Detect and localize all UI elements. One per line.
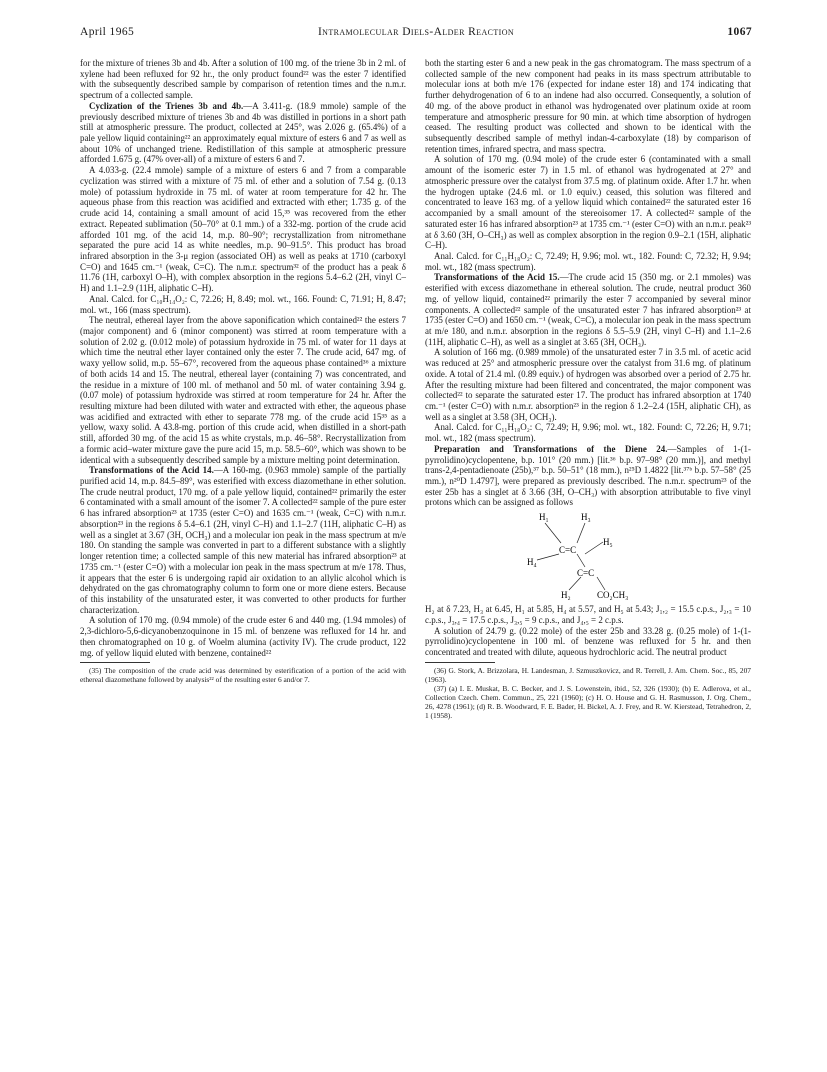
bond-line — [597, 577, 605, 590]
structure-svg — [525, 510, 655, 602]
bond-line — [537, 554, 559, 560]
bond-line — [545, 523, 561, 543]
section-heading: Transformations of the Acid 14. — [89, 465, 214, 476]
bond-line — [569, 577, 581, 590]
label-h3: H₃ — [581, 512, 591, 523]
paragraph — [425, 272, 751, 347]
header-date: April 1965 — [80, 26, 135, 38]
paragraph: H₂ at δ 7.23, H₃ at 6.45, H₁ at 5.85, H₄ at 5.57, and H₅ at 5.43; J₁,₂ = 15.5 c.p.s., J₂,₃ = 10 c.p.s., J₃,₄ = 17.5 c.p.s., J₃,₅ = 9 c.p.s., and J₄,₅ = 2 c.p.s. — [425, 604, 751, 625]
paragraph: A solution of 170 mg. (0.94 mole) of the crude ester 6 (contaminated with a small amount of the isomeric ester 7) in 1.5 ml. of ethanol was hydrogenated at 27° and atmospheric pressure over the catalyst from 37.5 mg. of platinum oxide. After 1.7 hr. when the hydrogen uptake (24.6 ml. or 1.0 equiv.) ceased, this solution was filtered and concentrated to leave 163 mg. of a yellow liquid which contained²² the saturated ester 16 accompanied by a small amount of the stereoisomer 17. A collected²² sample of the saturated ester 16 has infrared absorption²³ at 1735 cm.⁻¹ (ester C=O) with an n.m.r. peak²³ at δ 3.60 (3H, O–CH₃) as well as complex absorption in the region 0.9–2.1 (15H, aliphatic C–H). — [425, 154, 751, 251]
paragraph — [80, 101, 406, 165]
right-column — [425, 58, 751, 720]
paragraph-text: —A 160-mg. (0.963 mmole) sample of the partially purified acid 14, m.p. 84.5–89°, was esterified with excess diazomethane in ether solution. The crude neutral product, 170 mg. of a pale yellow liquid, contained²² primarily the ester 6 contaminated with a small amount of the isomer 7. A collected²² sample of the pure ester 6 has infrared absorption²³ at 1735 (ester C=O) and 1635 cm.⁻¹ (weak, C=C) with n.m.r. absorption²³ in the regions δ 5.4–6.1 (2H, vinyl C–H) and 1.1–2.7 (11H, aliphatic C–H) as well as a singlet at 3.67 (3H, OCH₃) and a molecular ion peak in the mass spectrum at m/e 180. On standing the sample was converted in part to a different substance with a slightly longer retention time; a collected sample of this new material has infrared absorption²³ at 1735 cm.⁻¹ (ester C=O) with a molecular ion peak in the mass spectrum at m/e 178. Thus, it appears that the ester 6 is undergoing rapid air oxidation to an allylic alcohol which is dehydrated on the gas chromatography column to form one or more diene esters. Because of this instability of the unsaturated ester, it was converted to other products for further characterization. — [80, 465, 406, 615]
paragraph-text: —A 3.411-g. (18.9 mmole) sample of the previously described mixture of trienes 3b and 4b was distilled in portions in a short path still at atmospheric pressure. The product, collected at 245°, was 2.026 g. (65.4%) of a pale yellow liquid containing²² an approximately equal mixture of esters 6 and 7 as well as about 10% of unchanged triene. Redistillation of this sample at atmospheric pressure afforded 1.675 g. (47% over-all) of a mixture of esters 6 and 7. — [80, 100, 406, 165]
paragraph: both the starting ester 6 and a new peak in the gas chromatogram. The mass spectrum of a collected sample of the new component had peaks in its mass spectrum attributable to molecular ions at both m/e 176 (expected for indane ester 18) and 174 indicating that further dehydrogenation of 6 to an indene had also occurred. Consequently, a solution of 40 mg. of the above product in ethanol was hydrogenated over platinum oxide at room temperature and atmospheric pressure for 90 min. at which time absorption of hydrogen ceased. The resulting product was collected and shown to be identical with the subsequently described sample of methyl indan-4-carboxylate (18) by comparison of retention times, infrared spectra, and mass spectra. — [425, 58, 751, 154]
paragraph: A solution of 24.79 g. (0.22 mole) of the ester 25b and 33.28 g. (0.25 mole) of 1-(1-pyrrolidino)cyclopentene in 100 ml. of benzene was refluxed for 5 hr. and then concentrated and treated with dilute, aqueous hydrochloric acid. The neutral product — [425, 625, 751, 658]
label-co2ch3: CO₂CH₃ — [597, 590, 629, 601]
label-h2: H₂ — [561, 590, 571, 601]
paragraph: A solution of 170 mg. (0.94 mmole) of the crude ester 6 and 440 mg. (1.94 mmoles) of 2,3-dichloro-5,6-dicyanobenzoquinone in 15 ml. of benzene was refluxed for 14 hr. and then chromatographed on 10 g. of Woelm alumina (activity IV). The crude product, 122 mg. of yellow liquid eluted with benzene, contained²² — [80, 615, 406, 658]
paragraph — [80, 465, 406, 615]
left-column — [80, 58, 406, 684]
bond-line — [585, 542, 603, 554]
footnote-37: (37) (a) I. E. Muskat, B. C. Becker, and J. S. Lowenstein, ibid., 52, 326 (1930); (b) E. Adlerova, et al., Collection Czech. Chem. Commun., 25, 221 (1960); (c) H. O. House and G. H. Rasmusson, J. Org. Chem., 26, 4278 (1961); (d) R. B. Woodward, F. E. Bader, H. Bickel, A. J. Frey, and R. W. Kierstead, Tetrahedron, 2, 1 (1958). — [425, 683, 751, 720]
section-heading: Preparation and Transformations of the Diene 24. — [434, 443, 668, 454]
bond-line — [577, 523, 585, 543]
paragraph: A 4.033-g. (22.4 mmole) sample of a mixture of esters 6 and 7 from a comparable cyclization was stirred with a mixture of 75 ml. of ether and a solution of 7.54 g. (0.13 mole) of potassium hydroxide in 75 ml. of water at room temperature for 42 hr. The aqueous phase from this reaction was acidified and extracted with ether; 1.735 g. of the crude acid 14, containing a small amount of acid 15,³⁵ was recovered from the ether extract. Repeated sublimation (50–70° at 0.1 mm.) of a 332-mg. portion of the crude acid afforded 101 mg. of the acid 14, m.p. 80–90°; recrystallization from nitromethane separated the pure acid 14 as white needles, m.p. 90–91.5°. This product has broad infrared absorption in the 3-μ region (associated OH) as well as peaks at 1710 (carboxyl C=O) and 1645 cm.⁻¹ (weak, C=C). The n.m.r. spectrum³² of the product has a peak δ 11.76 (1H, carboxyl O–H), with complex absorption in the regions 5.4–6.2 (2H, vinyl C–H) and 1.1–2.9 (11H, aliphatic C–H). — [80, 165, 406, 294]
page-number: 1067 — [727, 26, 752, 38]
page-header — [80, 26, 752, 42]
label-h1: H₁ — [539, 512, 549, 523]
label-h5: H₅ — [603, 537, 613, 548]
paragraph-text: —The crude acid 15 (350 mg. or 2.1 mmoles) was esterified with excess diazomethane in ethereal solution. The crude, neutral product 360 mg. of yellow liquid, contained²² primarily the ester 7 accompanied by several minor components. A collected²² sample of the unsaturated ester 7 has infrared absorption²³ at 1735 (ester C=O) and 1650 cm.⁻¹ (weak, C=C), a molecular ion peak in the mass spectrum at m/e 180, and n.m.r. absorption in the regions δ 5.5–5.9 (2H, vinyl C–H) and 1.1–2.6 (11H, aliphatic C–H), as well as a singlet at 3.65 (3H, OCH₃). — [425, 272, 751, 347]
paragraph: A solution of 166 mg. (0.989 mmole) of the unsaturated ester 7 in 3.5 ml. of acetic acid was reduced at 25° and atmospheric pressure over the catalyst from 31.6 mg. of platinum oxide. A total of 21.4 ml. (0.89 equiv.) of hydrogen was absorbed over a period of 2.75 hr. After the resulting mixture had been filtered and concentrated, the major component was collected²² to separate the saturated ester 17. The product has infrared absorption at 1740 cm.⁻¹ (ester C=O) with n.m.r. absorption²³ in the region δ 1.2–2.4 (15H, aliphatic CH), as well as a singlet at 3.58 (3H, OCH₃). — [425, 347, 751, 422]
paragraph: for the mixture of trienes 3b and 4b. After a solution of 100 mg. of the triene 3b in 2 ml. of xylene had been refluxed for 92 hr., the only product found²² was the ester 7 identified with the subsequently described sample by comparison of retention times and the n.m.r. spectrum of a collected sample. — [80, 58, 406, 101]
label-c2: C=C — [577, 568, 595, 579]
header-running-title: Intramolecular Diels-Alder Reaction — [317, 26, 515, 38]
analysis-paragraph: Anal. Calcd. for C₁₀H₁₄O₂: C, 72.26; H, 8.49; mol. wt., 166. Found: C, 71.91; H, 8.47; mol. wt., 166 (mass spectrum). — [80, 293, 406, 315]
paragraph: The neutral, ethereal layer from the above saponification which contained²² the esters 7 (major component) and 6 (minor component) was stirred at room temperature with a solution of 2.02 g. (0.012 mole) of potassium hydroxide in 75 ml. of water for 11 days at which time the neutral ether layer contained only the ester 7. The crude acid, 647 mg. of waxy yellow solid, m.p. 55–67°, recovered from the aqueous phase contained³⁶ a mixture of both acids 14 and 15. The neutral, ethereal layer (containing 7) was concentrated, and the residue in a mixture of 100 ml. of methanol and 50 ml. of water containing 3.94 g. (0.07 mole) of potassium hydroxide was stirred at room temperature for 24 hr. After the resulting mixture had been diluted with water and extracted with ether, the aqueous phase was acidified and extracted with ether to separate 778 mg. of the crude acid 15³⁵ as a yellow, waxy solid. A 43.8-mg. portion of this crude acid, when distilled in a short-path still, afforded 30 mg. of the acid 15 as white crystals, m.p. 46–58°. Recrystallization from a formic acid–water mixture gave the pure acid 15, m.p. 58.5–60°, which was shown to be identical with a subsequently described sample by a mixture melting point determination. — [80, 315, 406, 465]
label-c1: C=C — [559, 545, 577, 556]
analysis-paragraph: Anal. Calcd. for C₁₁H₁₈O₂: C, 72.49; H, 9.96; mol. wt., 182. Found: C, 72.26; H, 9.71; mol. wt., 182 (mass spectrum). — [425, 422, 751, 444]
footnote-35: (35) The composition of the crude acid was determined by esterification of a portion of the acid with ethereal diazomethane followed by analysis²² of the resulting ester 6 and/or 7. — [80, 666, 406, 685]
bond-line — [577, 554, 585, 567]
paragraph — [425, 444, 751, 508]
analysis-paragraph: Anal. Calcd. for C₁₁H₁₈O₂: C, 72.49; H, 9.96; mol. wt., 182. Found: C, 72.32; H, 9.94; mol. wt., 182 (mass spectrum). — [425, 250, 751, 272]
label-h4: H₄ — [527, 557, 537, 568]
diene-structure-diagram — [425, 510, 751, 602]
section-heading: Transformations of the Acid 15. — [434, 272, 560, 283]
section-heading: Cyclization of the Trienes 3b and 4b. — [89, 100, 244, 111]
footnote-36: (36) G. Stork, A. Brizzolara, H. Landesman, J. Szmuszkovicz, and R. Terrell, J. Am. Chem. Soc., 85, 207 (1963). — [425, 665, 751, 684]
footnote-rule — [425, 662, 495, 663]
footnote-rule — [80, 662, 150, 663]
paragraph-text: —Samples of 1-(1-pyrrolidino)cyclopentene, b.p. 101° (20 mm.) [lit.³⁶ b.p. 97–98° (20 mm.)], and methyl trans-2,4-pentadienoate (25b),³⁷ b.p. 50–51° (18 mm.), n²⁵D 1.4822 [lit.³⁷ᵇ b.p. 57–58° (25 mm.), n²⁰D 1.4797], were prepared as previously described. The n.m.r. spectrum²³ of the ester 25b has a singlet at δ 3.66 (3H, O–CH₃) with absorption attributable to five vinyl protons which can be assigned as follows — [425, 443, 751, 508]
